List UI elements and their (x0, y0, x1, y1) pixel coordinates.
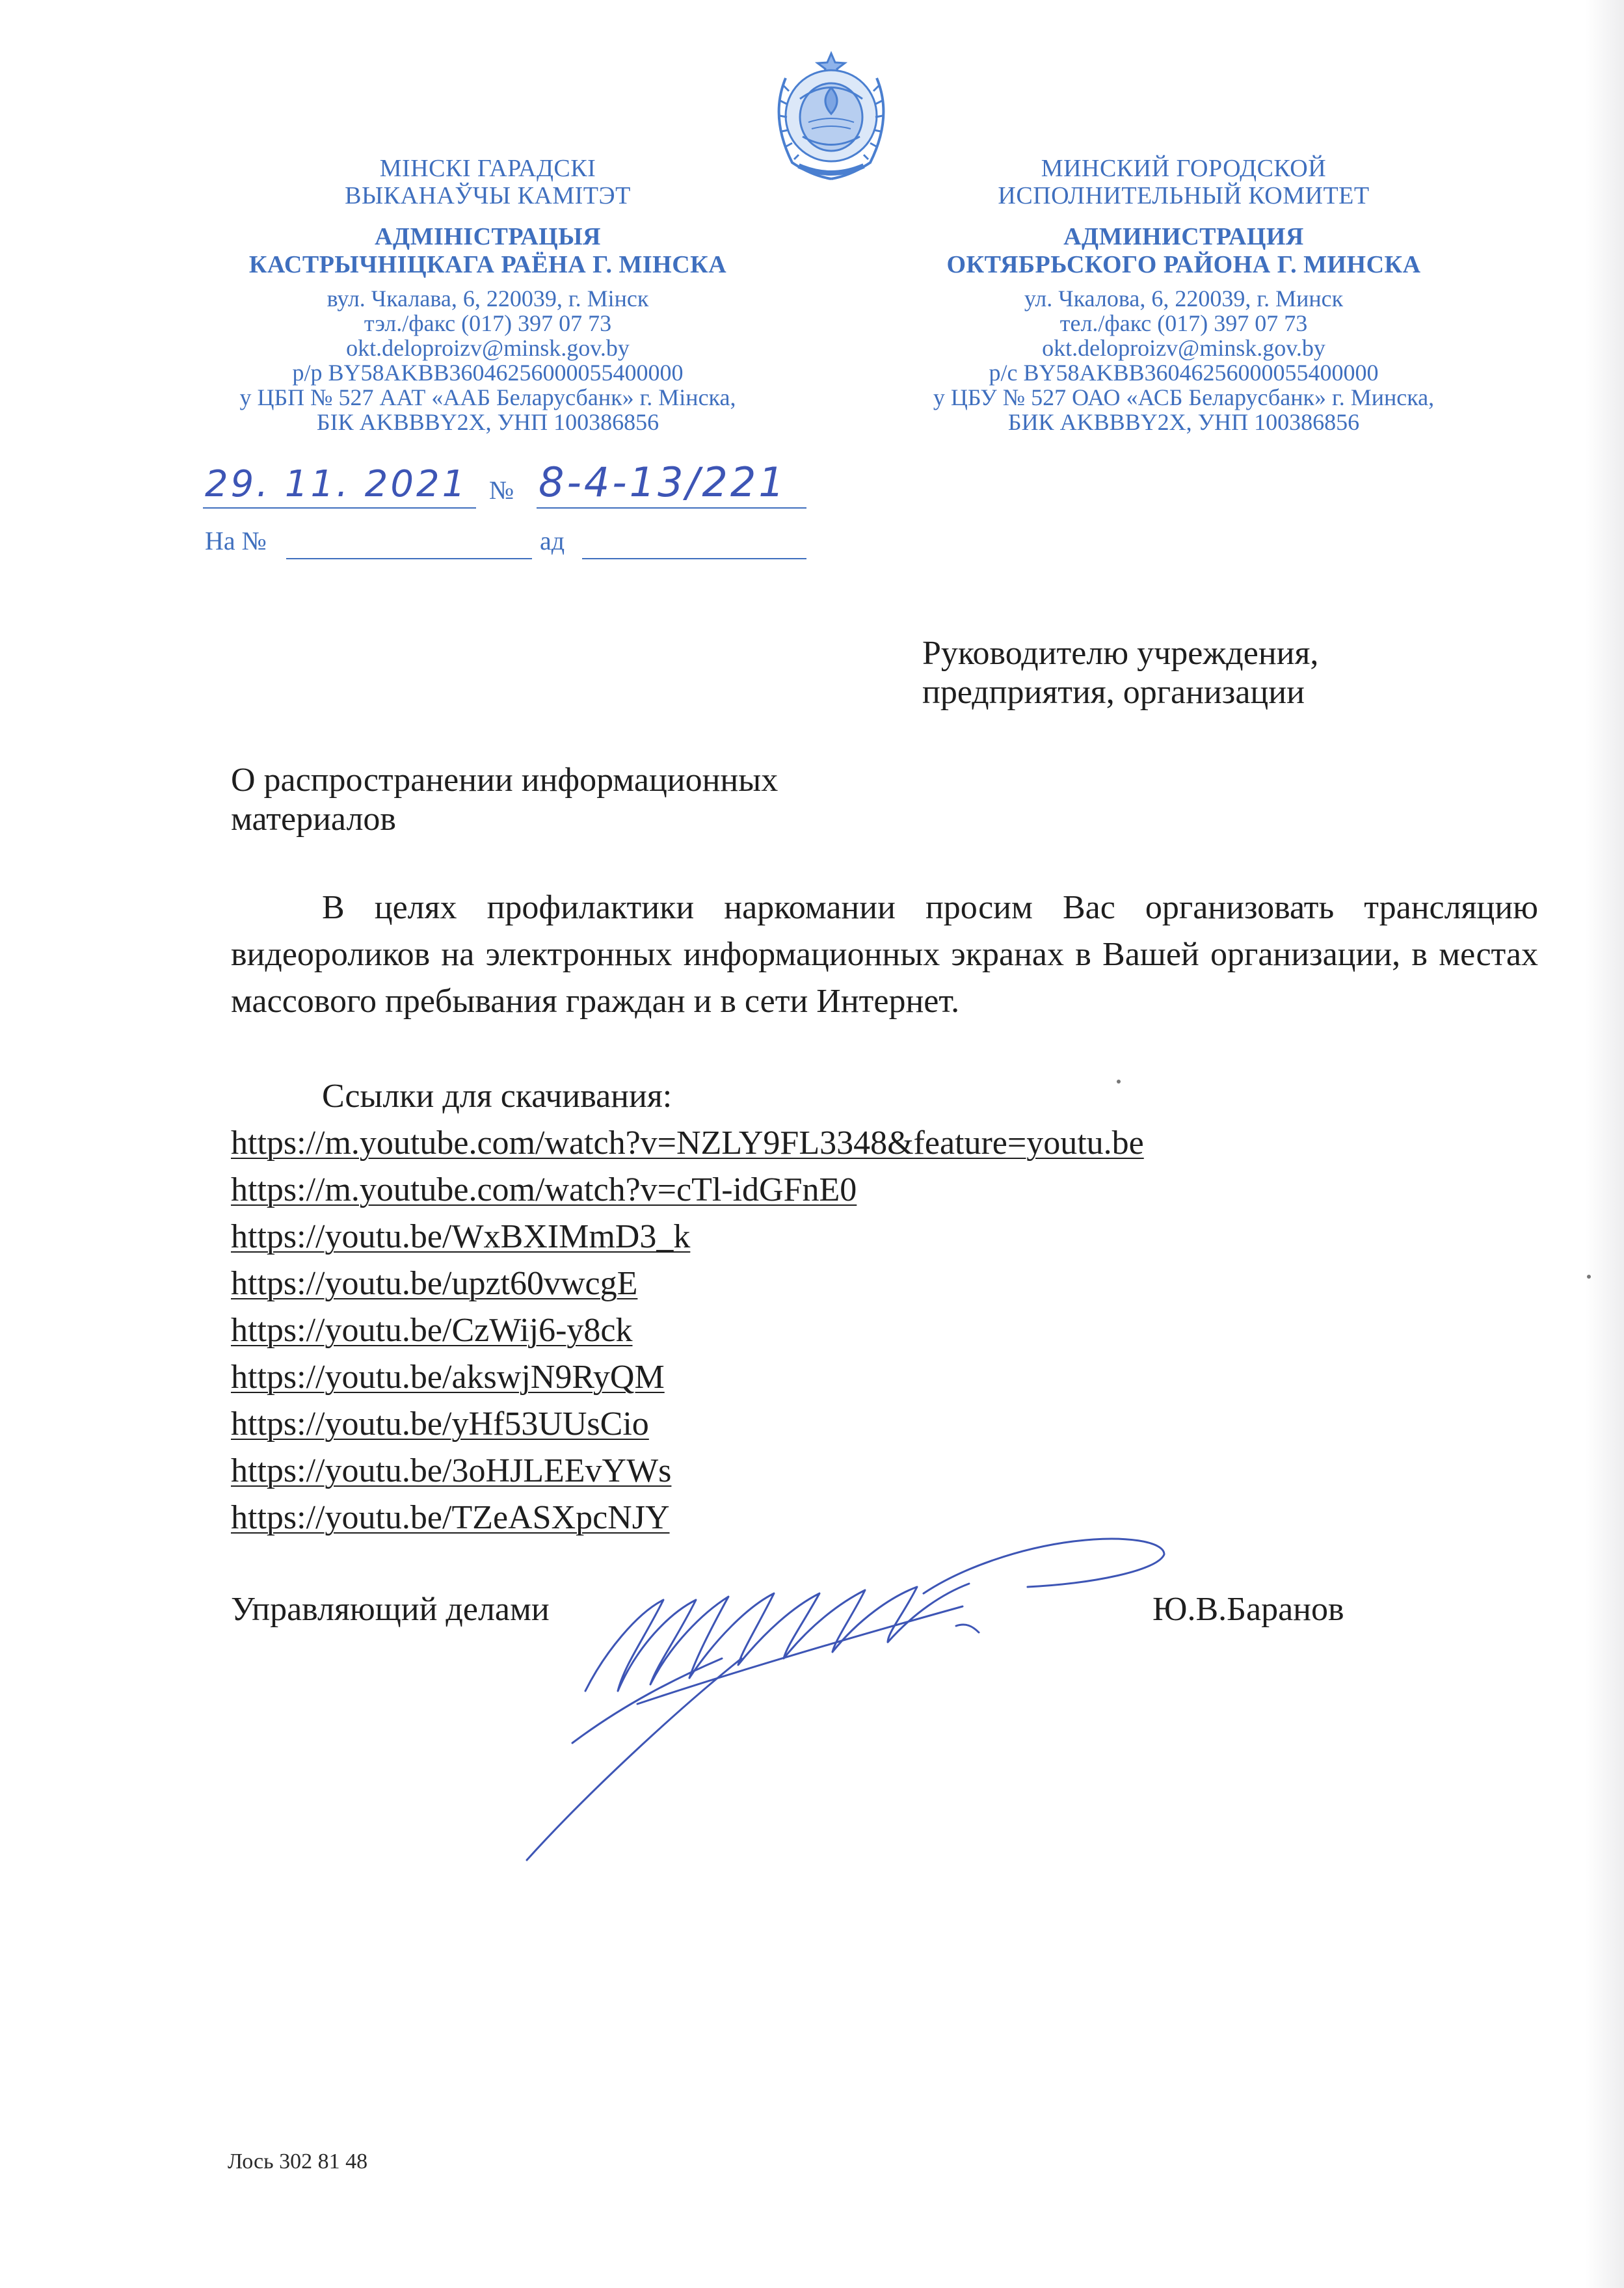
scan-speck (1117, 1080, 1121, 1084)
handwritten-signature (507, 1496, 1262, 1873)
date-underline (203, 507, 476, 509)
subject-line: материалов (231, 801, 396, 838)
letter-date: 29. 11. 2021 (205, 463, 468, 505)
reply-number-underline (286, 558, 532, 559)
addressee-line: предприятия, организации (922, 674, 1305, 711)
video-link[interactable]: https://youtu.be/3oHJLEEvYWs (231, 1452, 672, 1489)
bank-line: у ЦБП № 527 ААТ «ААБ Беларусбанк» г. Мінска, (239, 384, 736, 410)
org-name-line: ВЫКАНАЎЧЫ КАМІТЭТ (345, 182, 631, 209)
administration-name-line: ОКТЯБРЬСКОГО РАЙОНА Г. МИНСКА (946, 251, 1421, 278)
phone-line: тел./факс (017) 397 07 73 (1059, 310, 1308, 336)
org-name-line: ИСПОЛНИТЕЛЬНЫЙ КОМИТЕТ (998, 182, 1370, 209)
video-link[interactable]: https://youtu.be/CzWij6-y8ck (231, 1312, 633, 1349)
links-label: Ссылки для скачивания: (322, 1078, 672, 1115)
video-link[interactable]: https://youtu.be/akswjN9RyQM (231, 1359, 665, 1396)
video-links-list (231, 1120, 1144, 1541)
administration-name-line: АДМИНИСТРАЦИЯ (1063, 223, 1304, 250)
letterhead-right-russian (859, 155, 1509, 434)
video-link[interactable]: https://m.youtube.com/watch?v=NZLY9FL3348&feature=youtu.be (231, 1124, 1144, 1162)
number-sign: № (489, 475, 514, 505)
account-line: р/р BY58AKBB36046256000055400000 (292, 360, 684, 386)
letterhead-left-belarusian (163, 155, 813, 434)
addressee-block (922, 634, 1318, 712)
administration-name-line: КАСТРЫЧНІЦКАГА РАЁНА Г. МІНСКА (248, 251, 727, 278)
bank-line: у ЦБУ № 527 ОАО «АСБ Беларусбанк» г. Минска, (933, 384, 1435, 410)
bic-line: БІК AKBBBY2X, УНП 100386856 (316, 409, 659, 435)
reply-to-label: На № (205, 526, 267, 555)
bic-line: БИК AKBBBY2X, УНП 100386856 (1007, 409, 1360, 435)
addressee-line: Руководителю учреждения, (922, 635, 1319, 672)
org-name-line: МИНСКИЙ ГОРОДСКОЙ (1041, 155, 1327, 182)
email-line: okt.deloproizv@minsk.gov.by (1042, 335, 1325, 361)
video-link[interactable]: https://youtu.be/TZeASXpcNJY (231, 1499, 670, 1536)
signatory-title: Управляющий делами (231, 1591, 550, 1628)
address-line: вул. Чкалава, 6, 220039, г. Мінск (326, 286, 649, 312)
address-line: ул. Чкалова, 6, 220039, г. Минск (1024, 286, 1344, 312)
administration-name-line: АДМІНІСТРАЦЫЯ (375, 223, 601, 250)
scan-speck (1587, 1275, 1591, 1279)
signatory-name: Ю.В.Баранов (1152, 1591, 1344, 1628)
number-underline (537, 507, 806, 509)
letter-number: 8-4-13/221 (539, 459, 787, 506)
account-line: р/с BY58AKBB36046256000055400000 (989, 360, 1379, 386)
video-link[interactable]: https://m.youtube.com/watch?v=cTl-idGFnE0 (231, 1171, 857, 1208)
video-link[interactable]: https://youtu.be/WxBXIMmD3_k (231, 1218, 691, 1255)
reply-date-underline (582, 558, 806, 559)
phone-line: тэл./факс (017) 397 07 73 (364, 310, 612, 336)
subject-block (231, 761, 946, 839)
email-line: okt.deloproizv@minsk.gov.by (346, 335, 630, 361)
video-link[interactable]: https://youtu.be/upzt60vwcgE (231, 1265, 638, 1302)
subject-line: О распространении информационных (231, 762, 779, 799)
scan-edge-shadow (1585, 0, 1624, 2288)
video-link[interactable]: https://youtu.be/yHf53UUsCio (231, 1405, 649, 1443)
org-name-line: МІНСКІ ГАРАДСКІ (379, 155, 596, 182)
executor-contact: Лось 302 81 48 (228, 2149, 368, 2174)
reply-from-label: ад (540, 526, 565, 555)
body-paragraph: В целях профилактики наркомании просим Вас организовать трансляцию видеороликов на электронных информационных экранах в Вашей организации, в местах массового пребывания граждан и в сети Интернет. (231, 889, 1538, 1020)
